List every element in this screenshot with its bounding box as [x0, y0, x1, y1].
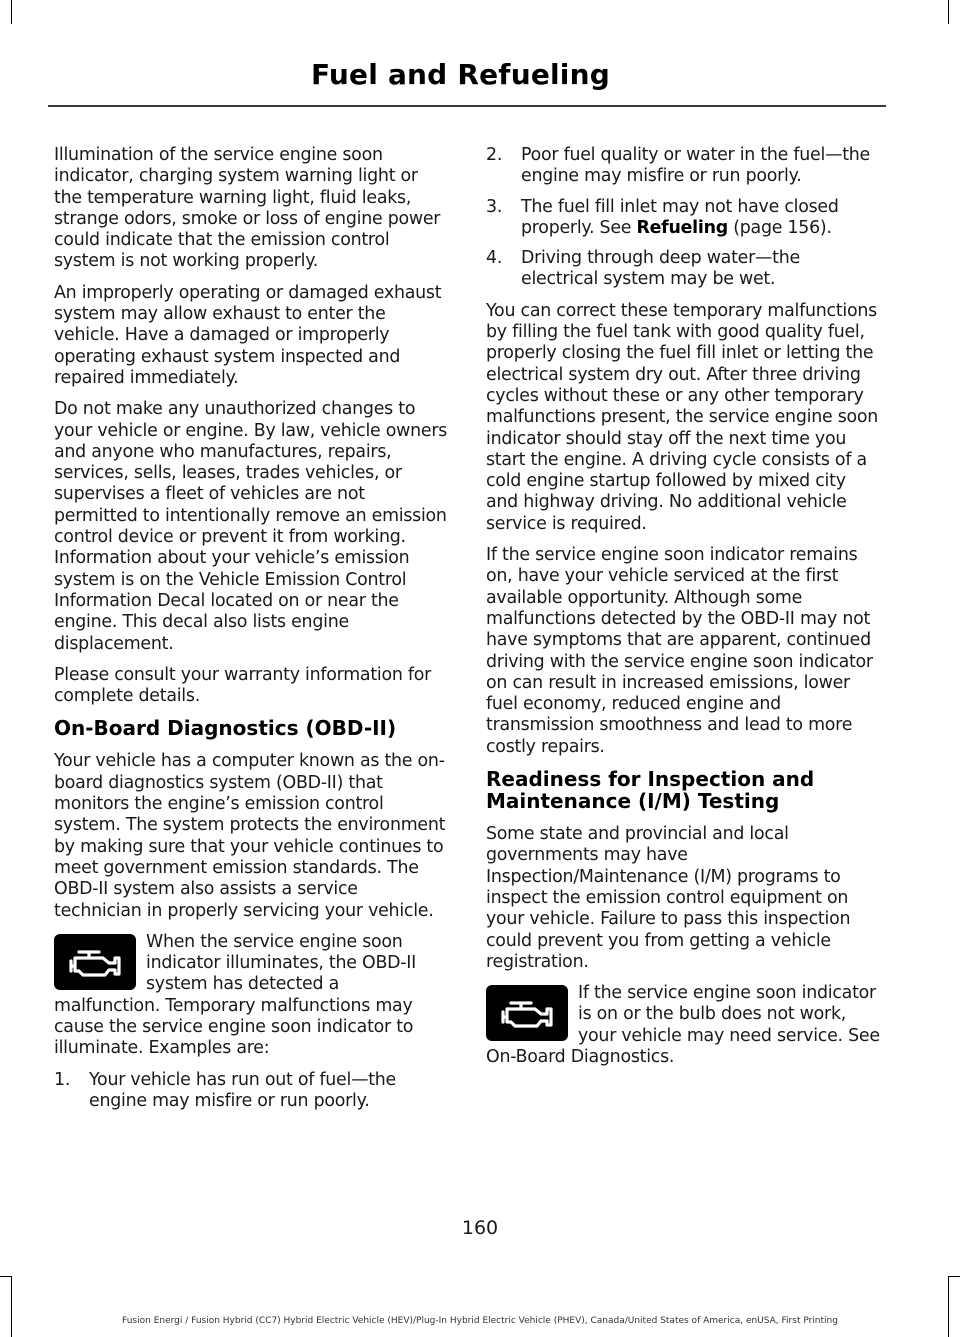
list-item: 1. Your vehicle has run out of fuel—the engine may misfire or run poorly.	[54, 1069, 397, 1111]
crop-mark	[948, 1277, 949, 1337]
paragraph: You can correct these temporary malfunctions by filling the fuel tank with good quality fuel, properly closing the fuel fill inlet or letting the electrical system dry out. After three driving cycles without these or any other temporary malfunctions present, the service engine soon indicator should stay off the next time you start the engine. A driving cycle consists of a cold engine startup followed by mixed city and highway driving. No additional vehicle service is required.	[486, 300, 879, 534]
paragraph: When the service engine soon indicator illuminates, the OBD-II system has detected a malfunction. Temporary malfunctions may cause the service engine soon indicator to illuminate. Examples are:	[54, 931, 417, 1059]
paragraph: If the service engine soon indicator remains on, have your vehicle serviced at the first available opportunity. Although some malfunctions detected by the OBD-II may not have symptoms that are apparent, continued driving with the service engine soon indicator on can result in increased emissions, lower fuel economy, reduced engine and transmission smoothness and lead to more costly repairs.	[486, 545, 873, 757]
page-title: Fuel and Refueling	[310, 58, 610, 91]
indicator-note	[486, 983, 881, 1078]
crop-mark	[11, 1277, 12, 1337]
paragraph: Some state and provincial and local governments may have Inspection/Maintenance (I/M) programs to inspect the emission control equipment on your vehicle. Failure to pass this inspection could prevent you from getting a vehicle registration.	[486, 824, 851, 972]
paragraph: Do not make any unauthorized changes to your vehicle or engine. By law, vehicle owners and anyone who manufactures, repairs, services, sells, leases, trades vehicles, or supervises a fleet of vehicles are not permitted to intentionally remove an emission control device or prevent it from working. Information about your vehicle’s emission system is on the Vehicle Emission Control Information Decal located on or near the engine. This decal also lists engine displacement.	[54, 399, 448, 654]
crop-mark	[0, 1276, 12, 1277]
crop-mark	[948, 0, 949, 24]
check-engine-icon	[54, 934, 136, 990]
paragraph: Your vehicle has a computer known as the on-board diagnostics system (OBD-II) that monitors the engine’s emission control system. The system protects the environment by making sure that your vehicle continues to meet government emission standards. The OBD-II system also assists a service technician in properly servicing your vehicle.	[54, 751, 446, 921]
list-item: 2. Poor fuel quality or water in the fuel—the engine may misfire or run poorly.	[486, 145, 870, 187]
paragraph: An improperly operating or damaged exhaust system may allow exhaust to enter the vehicle. Have a damaged or improperly operating exhaust system inspected and repaired immediately.	[54, 282, 442, 388]
section-heading-obd: On-Board Diagnostics (OBD-II)	[54, 716, 397, 741]
check-engine-icon	[486, 985, 568, 1041]
examples-list	[54, 1070, 449, 1113]
examples-list-continued	[486, 145, 881, 291]
paragraph: If the service engine soon indicator is on or the bulb does not work, your vehicle may need service. See On-Board Diagnostics.	[486, 983, 880, 1067]
refueling-link[interactable]: Refueling	[636, 217, 728, 238]
page-number: 160	[461, 1217, 499, 1239]
header-divider	[48, 105, 886, 107]
section-heading-im: Readiness for Inspection and Maintenance (I/M) Testing	[486, 767, 815, 814]
right-column	[486, 145, 881, 1078]
footer-text: Fusion Energi / Fusion Hybrid (CC7) Hybrid Electric Vehicle (HEV)/Plug-In Hybrid Electric Vehicle (PHEV), Canada/United States of America, enUSA, First Printing	[122, 1316, 838, 1326]
list-item: 4. Driving through deep water—the electrical system may be wet.	[486, 248, 800, 290]
crop-mark	[11, 0, 12, 24]
paragraph: Illumination of the service engine soon indicator, charging system warning light or the temperature warning light, fluid leaks, strange odors, smoke or loss of engine power could indicate that the emission control system is not working properly.	[54, 145, 441, 272]
crop-mark	[948, 1276, 960, 1277]
paragraph: Please consult your warranty information for complete details.	[54, 664, 432, 707]
left-column	[54, 145, 449, 1122]
list-item: 3. The fuel fill inlet may not have closed properly. See Refueling (page 156).	[486, 196, 839, 238]
indicator-note	[54, 932, 449, 1070]
